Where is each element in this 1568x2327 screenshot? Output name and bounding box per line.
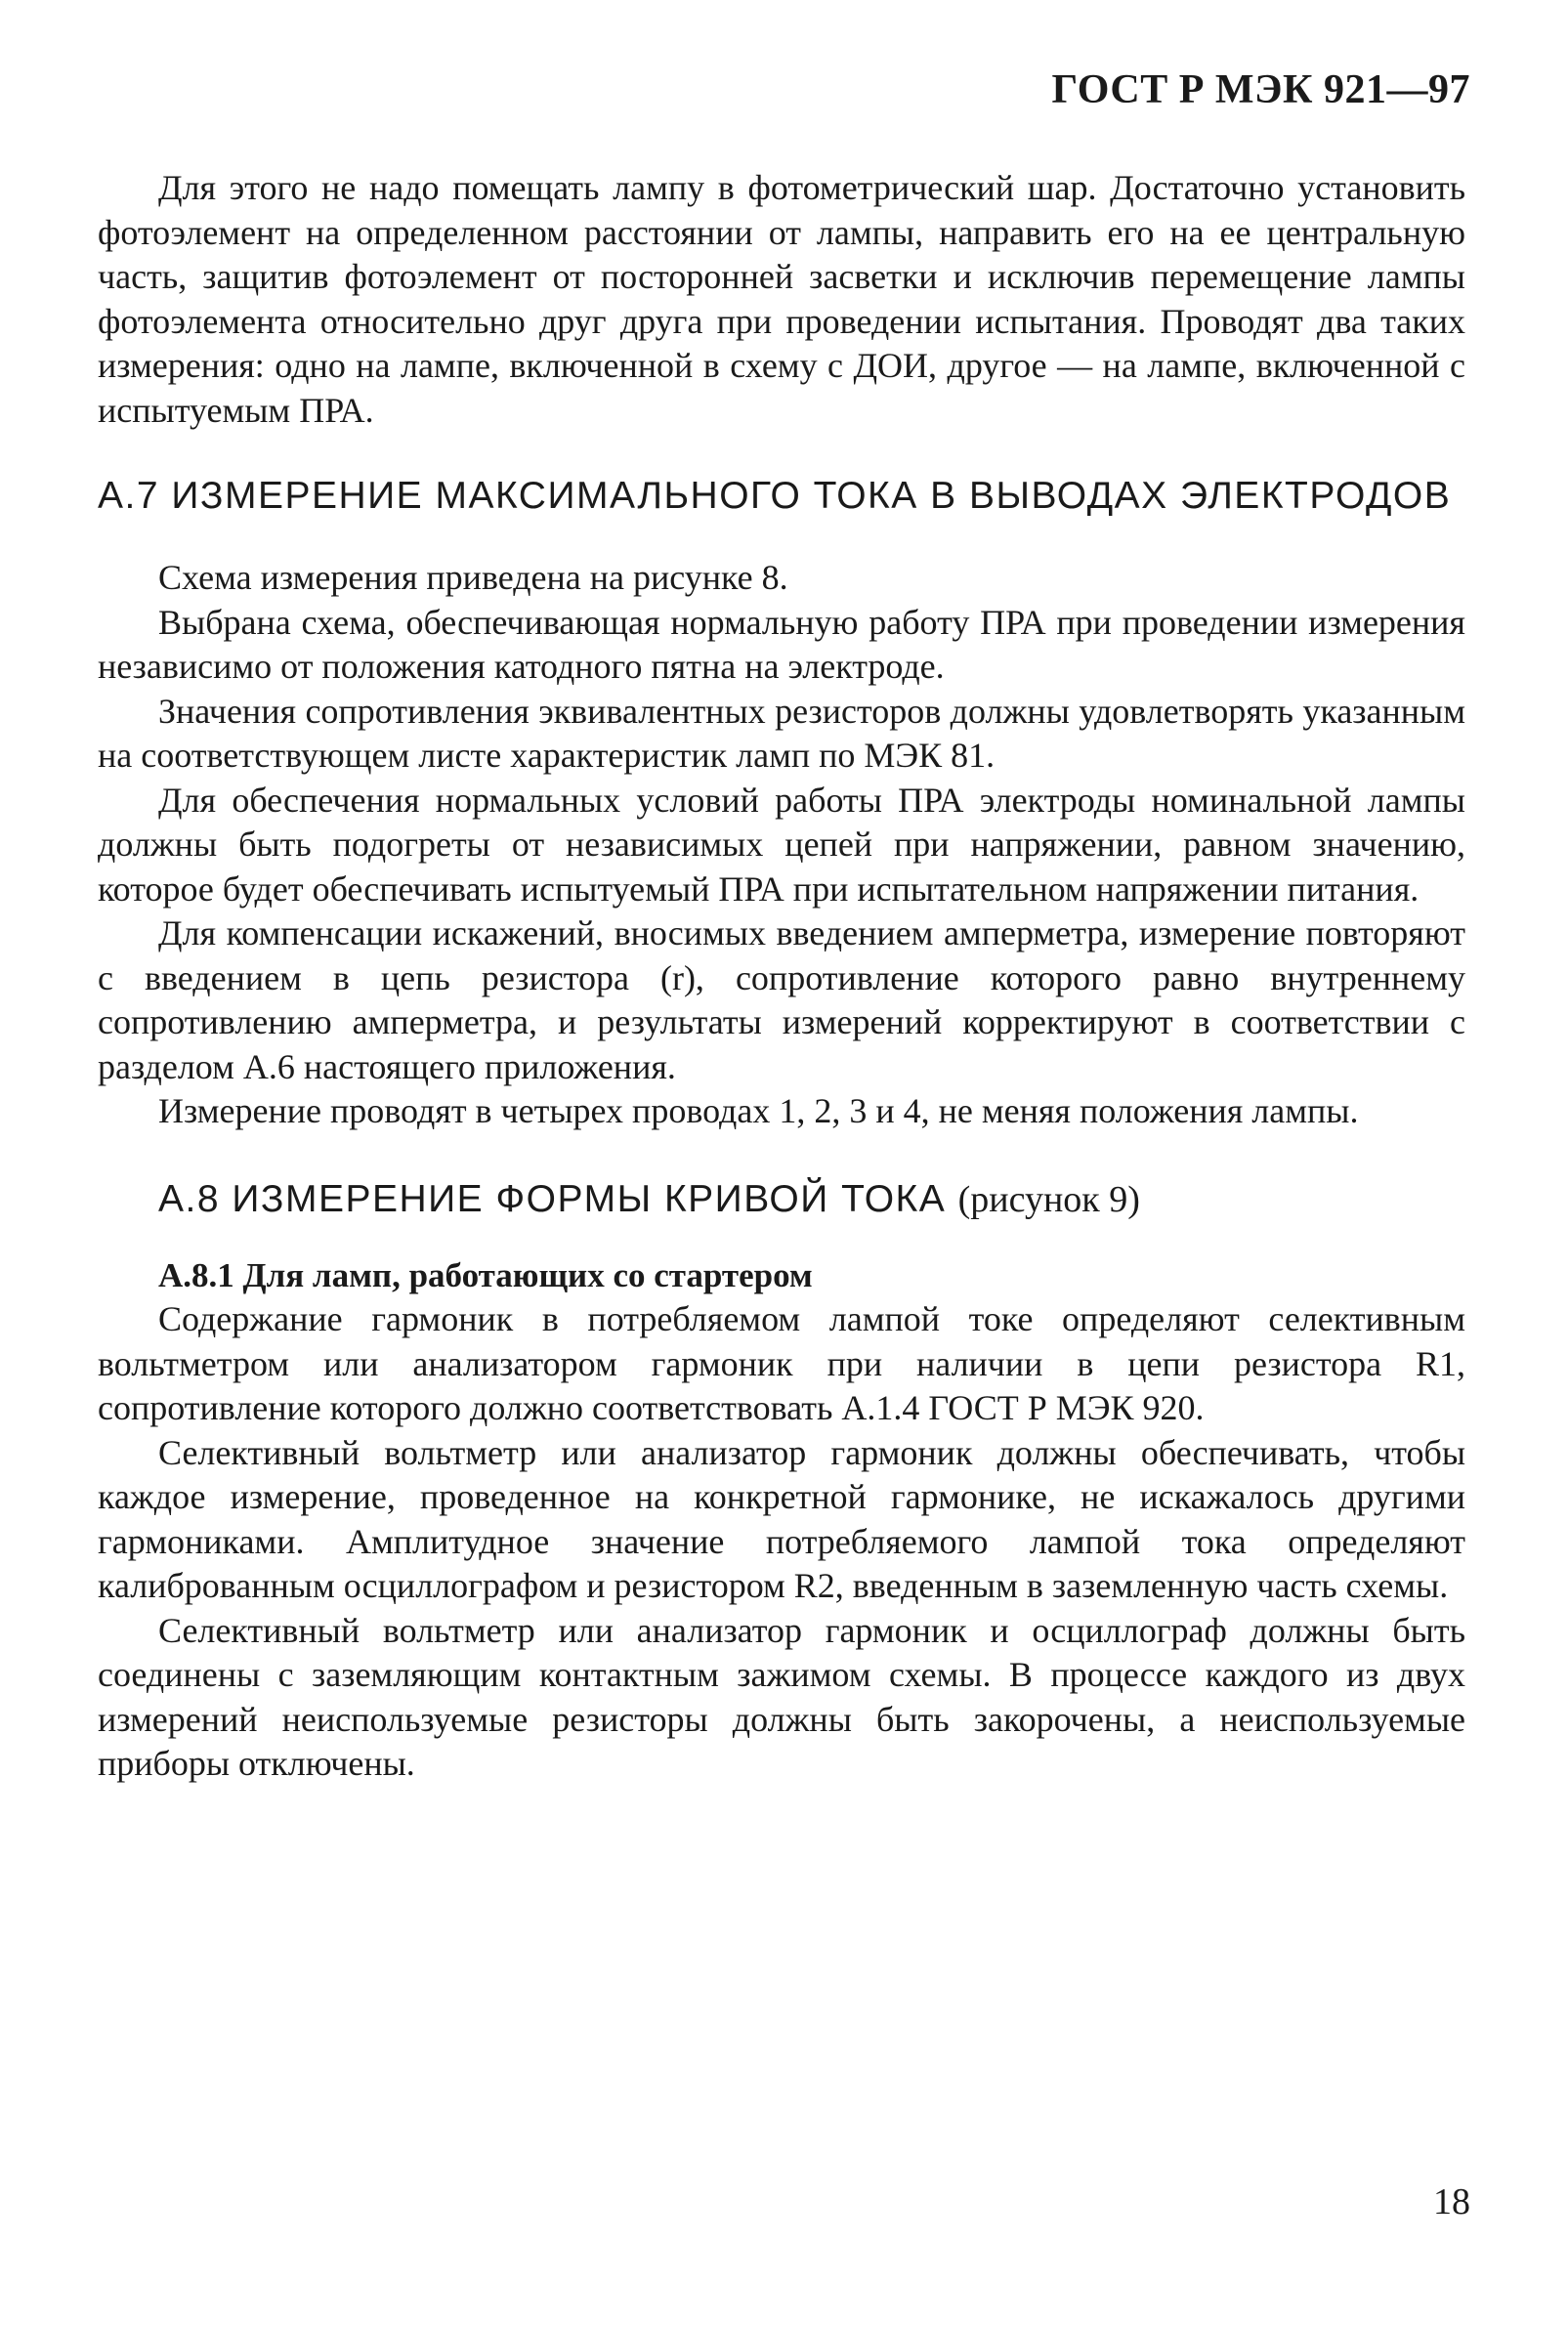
section-a8-title-text: А.8 ИЗМЕРЕНИЕ ФОРМЫ КРИВОЙ ТОКА [158,1177,947,1220]
page-number: 18 [1433,2181,1470,2222]
a8-paragraph: Содержание гармоник в потребляемом лампой токе определяют селективным вольтметром или анализатором гармоник при наличии в цепи резистора R1, сопротивление которого должно соответствовать А.1.4 ГОСТ Р МЭК 920. [98,1299,1465,1427]
intro-paragraph: Для этого не надо помещать лампу в фотометрический шар. Достаточно установить фотоэлемент на определенном расстоянии от лампы, направить его на ее центральную часть, защитив фотоэлемент от посторонней засветки и исключив перемещение лампы фотоэлемента относительно друг друга при проведении испытания. Проводят два таких измерения: одно на лампе, включенной в схему с ДОИ, другое — на лампе, включенной с испытуемым ПРА. [98,168,1465,430]
a7-paragraph: Выбрана схема, обеспечивающая нормальную работу ПРА при проведении измерения независимо от положения катодного пятна на электроде. [98,602,1465,686]
document-header: ГОСТ Р МЭК 921—97 [1051,67,1470,112]
a7-paragraph: Значения сопротивления эквивалентных резисторов должны удовлетворять указанным на соответствующем листе характеристик ламп по МЭК 81. [98,691,1465,775]
a8-paragraph: Селективный вольтметр или анализатор гармоник должны обеспечивать, чтобы каждое измерение, проведенное на конкретной гармонике, не искажалось другими гармониками. Амплитудное значение потребляемого лампой тока определяют калиброванным осциллографом и резистором R2, введенным в заземленную часть схемы. [98,1432,1465,1605]
a7-paragraph: Измерение проводят в четырех проводах 1, 2, 3 и 4, не меняя положения лампы. [158,1091,1359,1130]
document-body [98,166,1465,1787]
a7-paragraph: Для обеспечения нормальных условий работы ПРА электроды номинальной лампы должны быть подогреты от независимых цепей при напряжении, равном значению, которое будет обеспечивать испытуемый ПРА при испытательном напряжении питания. [98,780,1465,909]
subsection-a8-1-title: А.8.1 Для ламп, работающих со стартером [158,1255,813,1294]
section-a7-title: А.7 ИЗМЕРЕНИЕ МАКСИМАЛЬНОГО ТОКА В ВЫВОДАХ ЭЛЕКТРОДОВ [98,475,1452,517]
section-a8-title [98,1173,1465,1226]
a8-paragraph: Селективный вольтметр или анализатор гармоник и осциллограф должны быть соединены с заземляющим контактным зажимом схемы. В процессе каждого из двух измерений неиспользуемые резисторы должны быть закорочены, а неиспользуемые приборы отключены. [98,1610,1465,1783]
section-a8-title-ref: (рисунок 9) [957,1178,1140,1220]
a7-paragraph: Для компенсации искажений, вносимых введением амперметра, измерение повторяют с введением в цепь резистора (r), сопротивление которого равно внутреннему сопротивлению амперметра, и результаты измерений корректируют в соответствии с разделом А.6 настоящего приложения. [98,913,1465,1086]
a7-paragraph: Схема измерения приведена на рисунке 8. [158,558,788,597]
